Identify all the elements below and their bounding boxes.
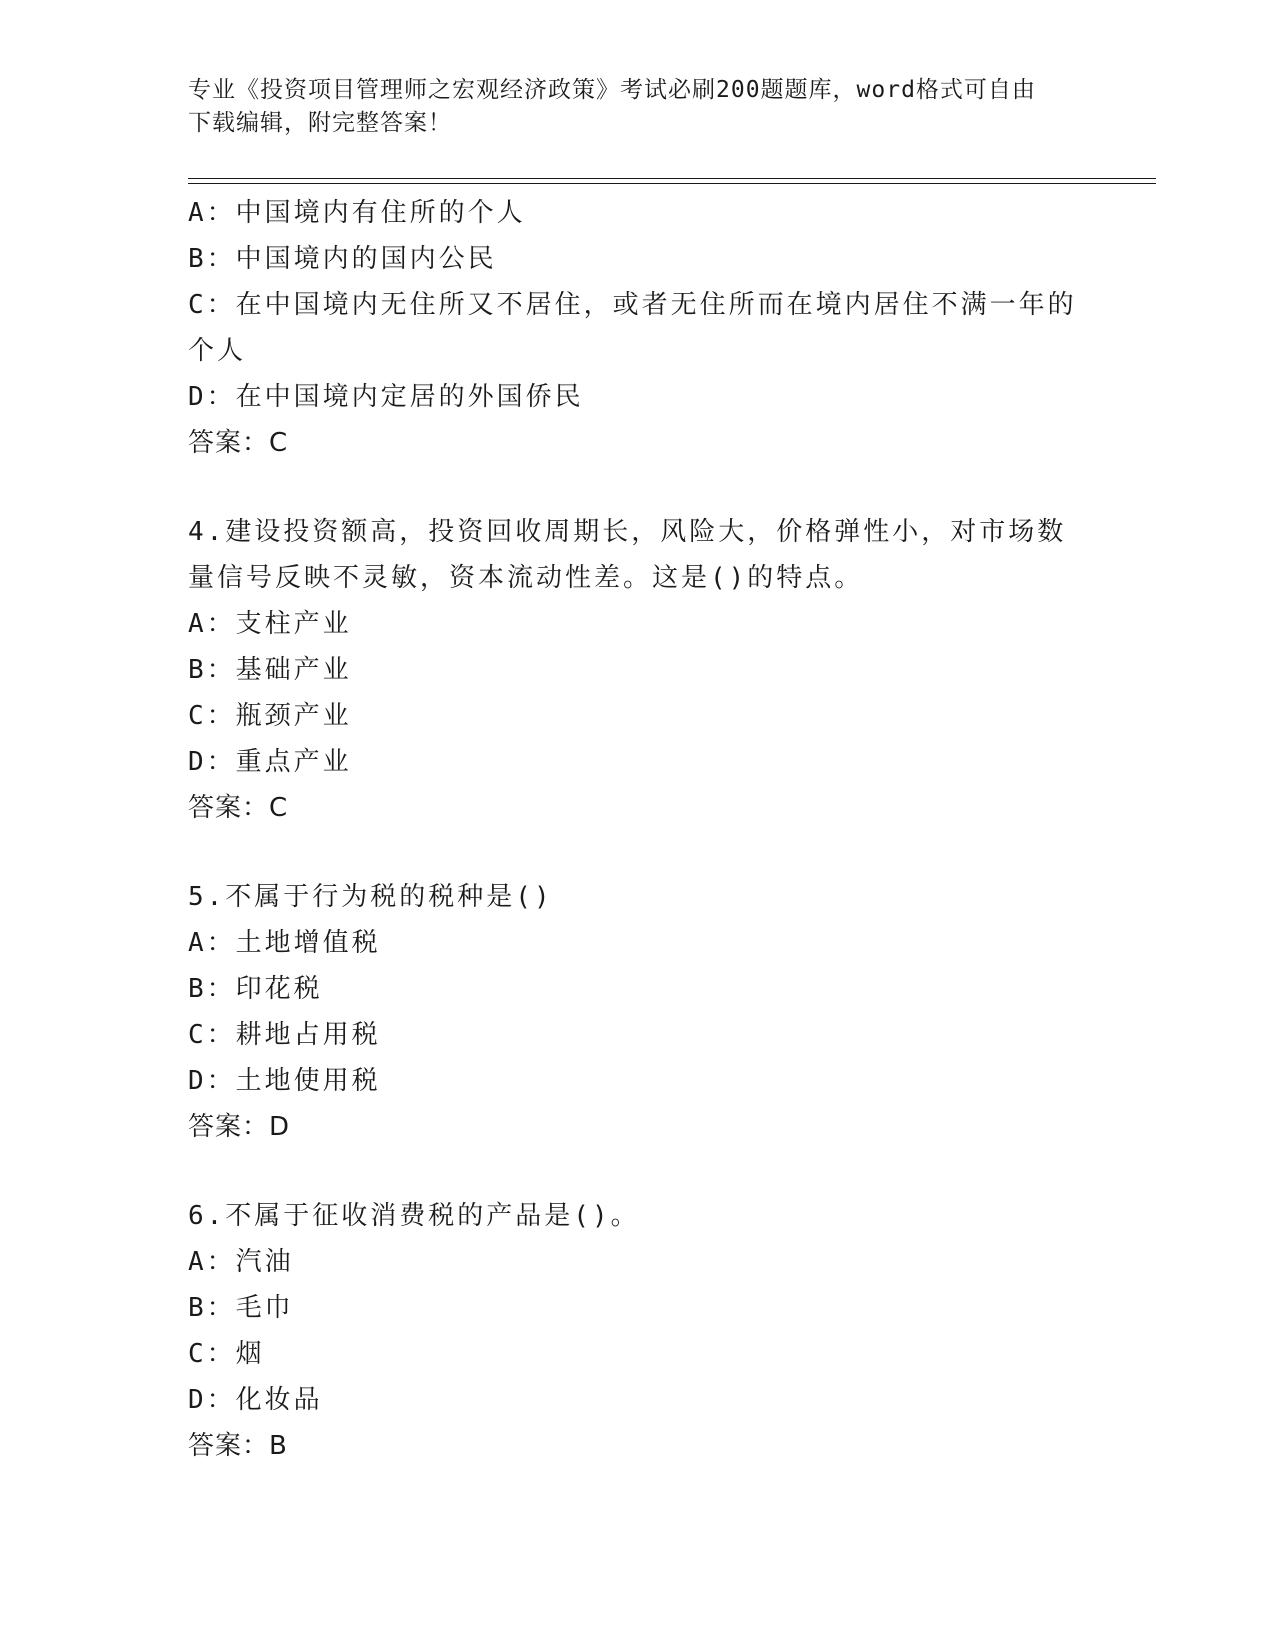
option-a: A：中国境内有住所的个人 [188, 198, 526, 228]
question-list [188, 190, 1088, 1469]
option-a: A：土地增值税 [188, 928, 381, 958]
header-divider-top [188, 178, 1156, 179]
option-b: B：中国境内的国内公民 [188, 244, 497, 274]
option-c: C：在中国境内无住所又不居住，或者无住所而在境内居住不满一年的 [188, 290, 1077, 320]
option-b: B：基础产业 [188, 655, 352, 685]
question-stem-continued: 量信号反映不灵敏，资本流动性差。这是()的特点。 [188, 563, 864, 593]
option-c: C：烟 [188, 1339, 265, 1369]
header-line-2: 下载编辑，附完整答案！ [188, 110, 452, 136]
option-c: C：耕地占用税 [188, 1020, 381, 1050]
question-stem: 5.不属于行为税的税种是() [188, 882, 553, 912]
question-stem: 6.不属于征收消费税的产品是()。 [188, 1201, 640, 1231]
option-d: D：土地使用税 [188, 1066, 381, 1096]
document-header [188, 74, 1088, 140]
question-stem: 4.建设投资额高，投资回收周期长，风险大，价格弹性小，对市场数 [188, 517, 1067, 547]
option-b: B：印花税 [188, 974, 323, 1004]
answer: 答案：C [188, 428, 289, 458]
question-3 [188, 190, 1088, 466]
option-c: C：瓶颈产业 [188, 701, 352, 731]
option-d: D：化妆品 [188, 1385, 323, 1415]
question-6 [188, 1193, 1088, 1469]
option-d: D：在中国境内定居的外国侨民 [188, 382, 584, 412]
answer: 答案：B [188, 1431, 288, 1461]
option-a: A：支柱产业 [188, 609, 352, 639]
option-b: B：毛巾 [188, 1293, 294, 1323]
answer: 答案：D [188, 1112, 291, 1142]
option-a: A：汽油 [188, 1247, 294, 1277]
header-divider-bottom [188, 183, 1156, 184]
option-c-continued: 个人 [188, 336, 247, 366]
answer: 答案：C [188, 793, 289, 823]
question-5 [188, 874, 1088, 1150]
header-line-1: 专业《投资项目管理师之宏观经济政策》考试必刷200题题库，word格式可自由 [188, 77, 1036, 103]
option-d: D：重点产业 [188, 747, 352, 777]
question-4 [188, 509, 1088, 831]
